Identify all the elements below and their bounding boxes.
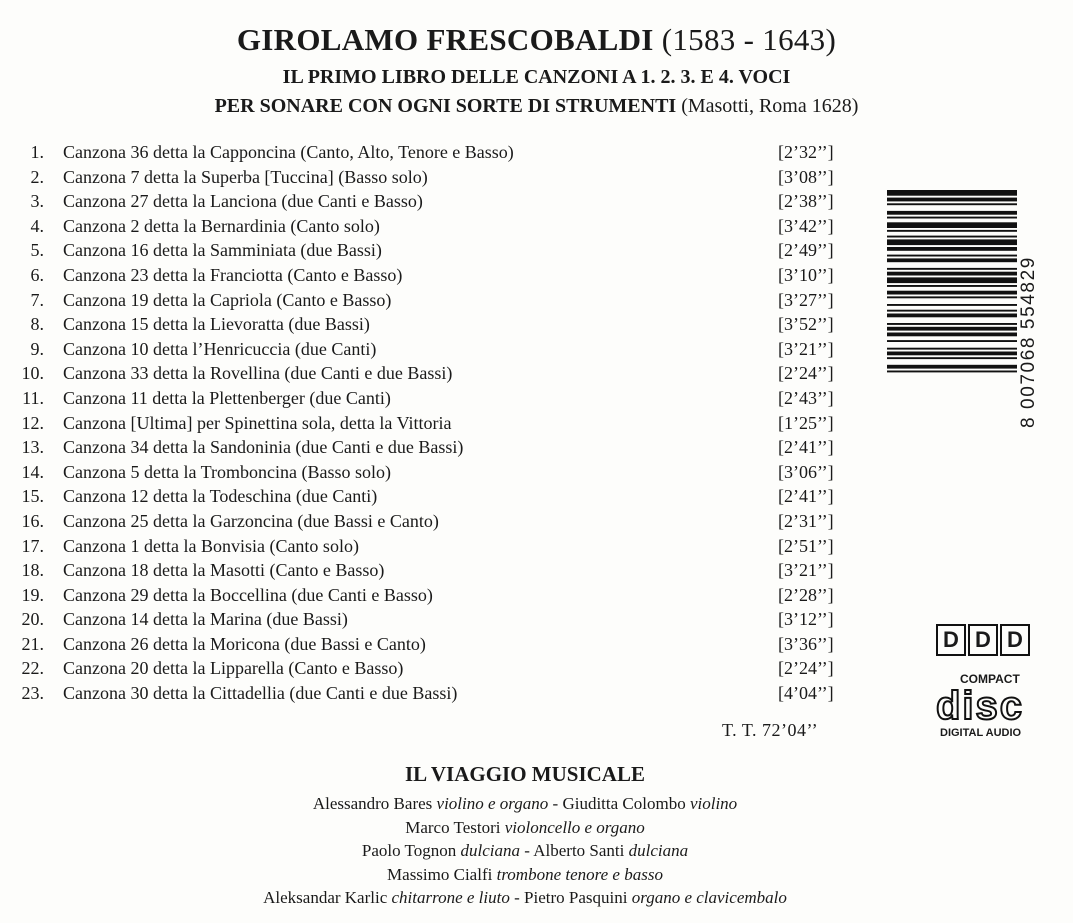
track-row bbox=[0, 656, 870, 681]
track-number: 17. bbox=[21, 535, 44, 556]
track-duration: [2’41’’] bbox=[778, 486, 834, 507]
track-title: Canzona 19 detta la Capriola (Canto e Basso) bbox=[63, 289, 392, 310]
track-row bbox=[0, 288, 870, 313]
performer-instrument: violino e organo bbox=[436, 794, 549, 813]
track-duration: [2’28’’] bbox=[778, 584, 834, 605]
track-row bbox=[0, 312, 870, 337]
track-duration: [3’21’’] bbox=[778, 338, 834, 359]
barcode-bar bbox=[887, 203, 1017, 205]
barcode-bar bbox=[887, 236, 1017, 238]
track-number: 19. bbox=[21, 584, 44, 605]
barcode-bar bbox=[887, 217, 1017, 219]
barcode-number: 8 007068 554829 bbox=[1018, 256, 1039, 428]
track-row bbox=[0, 263, 870, 288]
barcode-bar bbox=[887, 230, 1017, 232]
track-row bbox=[0, 484, 870, 509]
performer-instrument: dulciana bbox=[460, 841, 520, 860]
track-duration: [2’32’’] bbox=[778, 142, 834, 162]
track-title: Canzona 18 detta la Masotti (Canto e Basso) bbox=[63, 560, 385, 581]
ddd-letter: D bbox=[968, 624, 998, 656]
track-number: 12. bbox=[21, 412, 44, 433]
track-row bbox=[0, 607, 870, 632]
barcode-bar bbox=[887, 239, 1017, 245]
track-number: 1. bbox=[30, 142, 44, 162]
track-duration: [2’43’’] bbox=[778, 387, 834, 408]
track-number: 3. bbox=[30, 191, 44, 212]
barcode-bar bbox=[887, 258, 1017, 262]
album-title bbox=[0, 22, 1073, 58]
track-row bbox=[0, 558, 870, 583]
track-title: Canzona 7 detta la Superba [Tuccina] (Basso solo) bbox=[63, 166, 428, 187]
track-number: 2. bbox=[30, 166, 44, 187]
barcode-bar bbox=[887, 333, 1017, 337]
track-title: Canzona 27 detta la Lanciona (due Canti e Basso) bbox=[63, 191, 423, 212]
barcode-bar bbox=[887, 285, 1017, 287]
track-number: 7. bbox=[30, 289, 44, 310]
track-title: Canzona 12 detta la Todeschina (due Canti) bbox=[63, 486, 378, 507]
track-duration: [2’51’’] bbox=[778, 535, 834, 556]
track-list bbox=[0, 140, 870, 706]
barcode-bar bbox=[887, 190, 1017, 196]
track-number: 13. bbox=[21, 437, 44, 458]
performer-instrument: dulciana bbox=[628, 841, 689, 860]
track-row bbox=[0, 189, 870, 214]
cd-logo-compact: COMPACT bbox=[960, 672, 1020, 686]
track-title: Canzona 2 detta la Bernardinia (Canto solo) bbox=[63, 215, 380, 236]
barcode-bar bbox=[887, 323, 1017, 325]
performer-name: Paolo Tognon bbox=[361, 841, 457, 860]
track-duration: [4’04’’] bbox=[778, 683, 834, 704]
track-duration: [3’42’’] bbox=[778, 215, 834, 236]
performer-line: Alessandro Bares violino e organo - Giuditta Colombo violino bbox=[312, 794, 738, 813]
barcode-bar bbox=[887, 272, 1017, 276]
performer-line: Aleksandar Karlic chitarrone e liuto - Pietro Pasquini organo e clavicembalo bbox=[263, 888, 787, 907]
barcode-bar bbox=[887, 352, 1017, 356]
track-number: 21. bbox=[21, 633, 44, 654]
ddd-badge bbox=[936, 624, 1030, 656]
compact-disc-logo-icon bbox=[926, 672, 1038, 742]
track-duration: [2’38’’] bbox=[778, 191, 834, 212]
track-row bbox=[0, 534, 870, 559]
track-number: 4. bbox=[30, 215, 44, 236]
barcode-bar bbox=[887, 268, 1017, 270]
track-duration: [3’27’’] bbox=[778, 289, 834, 310]
track-title: Canzona 1 detta la Bonvisia (Canto solo) bbox=[63, 535, 359, 556]
ensemble-name: IL VIAGGIO MUSICALE bbox=[404, 762, 645, 786]
track-number: 11. bbox=[22, 387, 44, 408]
track-number: 14. bbox=[21, 461, 44, 482]
track-title: Canzona 30 detta la Cittadellia (due Canti e due Bassi) bbox=[63, 683, 458, 704]
track-number: 9. bbox=[30, 338, 44, 359]
track-duration: [2’49’’] bbox=[778, 240, 834, 261]
ddd-letter: D bbox=[936, 624, 966, 656]
track-duration: [3’08’’] bbox=[778, 166, 834, 187]
performer-line: Paolo Tognon dulciana - Alberto Santi dulciana bbox=[361, 841, 689, 860]
performer-name: Massimo Cialfi bbox=[387, 864, 493, 884]
track-row bbox=[0, 238, 870, 263]
track-row bbox=[0, 583, 870, 608]
track-row bbox=[0, 435, 870, 460]
track-row bbox=[0, 337, 870, 362]
barcode-bar bbox=[887, 340, 1017, 342]
cd-logo-digital-audio: DIGITAL AUDIO bbox=[940, 727, 1022, 739]
barcode-bar bbox=[887, 365, 1017, 369]
track-row bbox=[0, 681, 870, 706]
performer-name: Pietro Pasquini bbox=[524, 888, 628, 907]
track-duration: [3’52’’] bbox=[778, 314, 834, 335]
track-row bbox=[0, 509, 870, 534]
composer-name: GIROLAMO FRESCOBALDI bbox=[236, 22, 654, 57]
track-number: 20. bbox=[21, 609, 44, 630]
track-title: Canzona 29 detta la Boccellina (due Canti e Basso) bbox=[63, 584, 433, 605]
performer-line bbox=[0, 863, 1050, 887]
track-number: 6. bbox=[30, 264, 44, 285]
track-row bbox=[0, 386, 870, 411]
track-number: 15. bbox=[21, 486, 44, 507]
performer-instrument: trombone tenore e basso bbox=[496, 864, 663, 884]
track-duration: [3’21’’] bbox=[778, 560, 834, 581]
barcode-icon bbox=[887, 190, 1017, 400]
track-duration: [1’25’’] bbox=[778, 412, 834, 433]
subtitle-publisher: (Masotti, Roma 1628) bbox=[681, 95, 859, 117]
track-number: 23. bbox=[21, 683, 44, 704]
track-row bbox=[0, 460, 870, 485]
barcode-bar bbox=[887, 291, 1017, 295]
track-duration: [2’24’’] bbox=[778, 363, 834, 384]
track-row bbox=[0, 632, 870, 657]
performer-list bbox=[0, 792, 1050, 910]
barcode-bar bbox=[887, 296, 1017, 298]
track-title: Canzona 20 detta la Lipparella (Canto e Basso) bbox=[63, 658, 404, 679]
performer-name: Marco Testori bbox=[405, 817, 501, 837]
track-title: Canzona 34 detta la Sandoninia (due Canti e due Bassi) bbox=[63, 437, 464, 458]
track-duration: [2’24’’] bbox=[778, 658, 834, 679]
barcode-bar bbox=[887, 255, 1017, 257]
performer-instrument: violoncello e organo bbox=[504, 817, 645, 837]
total-time: T. T. 72’04’’ bbox=[722, 720, 819, 740]
barcode-bar bbox=[887, 357, 1017, 359]
subtitle-instruments: PER SONARE CON OGNI SORTE DI STRUMENTI bbox=[214, 95, 677, 117]
track-duration: [3’12’’] bbox=[778, 609, 834, 630]
track-number: 10. bbox=[21, 363, 44, 384]
barcode-bar bbox=[887, 371, 1017, 373]
track-title: Canzona 11 detta la Plettenberger (due Canti) bbox=[63, 387, 391, 408]
track-duration: [3’10’’] bbox=[778, 264, 834, 285]
performer-line bbox=[0, 816, 1050, 840]
track-title: Canzona [Ultima] per Spinettina sola, detta la Vittoria bbox=[63, 412, 452, 433]
track-row bbox=[0, 165, 870, 190]
track-title: Canzona 26 detta la Moricona (due Bassi e Canto) bbox=[63, 633, 426, 654]
track-title: Canzona 33 detta la Rovellina (due Canti e due Bassi) bbox=[63, 363, 453, 384]
subtitle-line-1: IL PRIMO LIBRO DELLE CANZONI A 1. 2. 3. E 4. VOCI bbox=[282, 66, 791, 88]
track-duration: [2’41’’] bbox=[778, 437, 834, 458]
track-number: 18. bbox=[21, 560, 44, 581]
ddd-letter: D bbox=[1000, 624, 1030, 656]
subtitle-line-2 bbox=[0, 95, 1073, 118]
barcode-bar bbox=[887, 348, 1017, 350]
barcode-bar bbox=[887, 277, 1017, 283]
track-title: Canzona 14 detta la Marina (due Bassi) bbox=[63, 609, 348, 630]
track-title: Canzona 16 detta la Samminiata (due Bassi) bbox=[63, 240, 382, 261]
performer-name: Alberto Santi bbox=[533, 841, 625, 860]
performer-instrument: chitarrone e liuto bbox=[391, 888, 510, 907]
performer-name: Aleksandar Karlic bbox=[263, 888, 388, 907]
track-title: Canzona 5 detta la Tromboncina (Basso solo) bbox=[63, 461, 391, 482]
track-title: Canzona 23 detta la Franciotta (Canto e Basso) bbox=[63, 264, 403, 285]
cd-logo-disc: disc bbox=[936, 684, 1025, 728]
track-duration: [2’31’’] bbox=[778, 510, 834, 531]
track-title: Canzona 25 detta la Garzoncina (due Bassi e Canto) bbox=[63, 510, 439, 531]
track-title: Canzona 15 detta la Lievoratta (due Bassi) bbox=[63, 314, 370, 335]
track-title: Canzona 10 detta l’Henricuccia (due Canti) bbox=[63, 338, 377, 359]
track-row bbox=[0, 140, 870, 165]
barcode-bar bbox=[887, 222, 1017, 228]
barcode-bar bbox=[887, 198, 1017, 202]
track-duration: [3’36’’] bbox=[778, 633, 834, 654]
performer-instrument: violino bbox=[689, 794, 738, 813]
barcode-bar bbox=[887, 211, 1017, 215]
performer-name: Giuditta Colombo bbox=[562, 794, 686, 813]
track-number: 5. bbox=[30, 240, 44, 261]
track-number: 8. bbox=[30, 314, 44, 335]
performer-instrument: organo e clavicembalo bbox=[631, 888, 787, 907]
track-number: 22. bbox=[21, 658, 44, 679]
composer-dates: (1583 - 1643) bbox=[661, 22, 837, 57]
barcode-bar bbox=[887, 314, 1017, 318]
barcode-bar bbox=[887, 310, 1017, 312]
barcode-bar bbox=[887, 304, 1017, 306]
track-row bbox=[0, 361, 870, 386]
track-row bbox=[0, 214, 870, 239]
track-title: Canzona 36 detta la Capponcina (Canto, Alto, Tenore e Basso) bbox=[63, 142, 514, 162]
track-number: 16. bbox=[21, 510, 44, 531]
performer-name: Alessandro Bares bbox=[312, 794, 433, 813]
track-row bbox=[0, 411, 870, 436]
track-duration: [3’06’’] bbox=[778, 461, 834, 482]
barcode-bar bbox=[887, 327, 1017, 331]
barcode-bar bbox=[887, 247, 1017, 251]
